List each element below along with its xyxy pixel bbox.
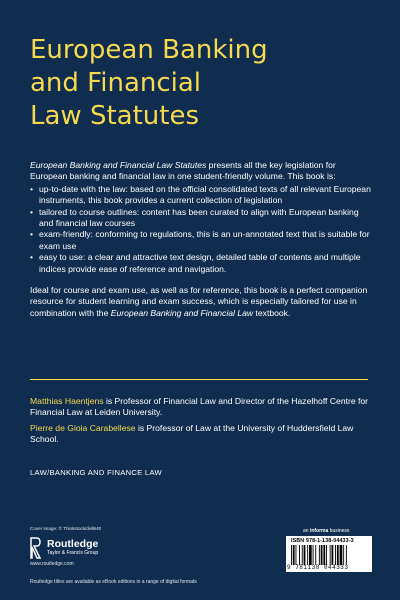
book-title <box>30 34 370 133</box>
publisher-logo <box>30 533 98 563</box>
informa-brand: informa <box>309 528 329 534</box>
title-line-1: European Banking <box>30 35 268 65</box>
book-description <box>30 160 375 319</box>
title-line-3: Law Statutes <box>30 101 199 131</box>
author-bios <box>30 396 375 450</box>
isbn-text: ISBN 978-1-138-04433-3 <box>291 538 354 544</box>
routledge-r-icon <box>30 537 42 559</box>
informa-suffix: business <box>328 528 350 534</box>
informa-label <box>303 528 349 534</box>
intro-title-italic: European Banking and Financial Law Statutes <box>30 160 207 170</box>
feature-item: • up-to-date with the law: based on the official consolidated texts of all relevant European instruments, this book provides a current collection of legislation <box>30 184 375 207</box>
ideal-end: textbook. <box>253 307 291 318</box>
author-desc: is Professor of Law at the University of Huddersfield Law School. <box>30 422 354 445</box>
subject-category: LAW/BANKING AND FINANCE LAW <box>30 468 163 477</box>
barcode-digits: 9 781138 044333 <box>287 564 349 571</box>
author-name: Matthias Haentjens <box>30 396 104 406</box>
barcode-box <box>286 536 372 572</box>
title-line-2: and Financial <box>30 68 202 98</box>
barcode-icon <box>291 545 367 565</box>
publisher-website: www.routledge.com <box>30 561 74 567</box>
feature-item: • exam-friendly: conforming to regulations, this is an un-annotated text that is suitable for exam use <box>30 229 375 252</box>
cover-image-credit: Cover image: © Thinkstock/dell640 <box>30 526 102 531</box>
ideal-italic: European Banking and Financial Law <box>110 307 254 318</box>
feature-item: • tailored to course outlines: content has been curated to align with European banking and financial law courses <box>30 207 375 230</box>
intro-paragraph <box>30 160 375 183</box>
ideal-text: Ideal for course and exam use, as well as for reference, this book is a perfect companion resource for student learning and exam success, which is especially tailored for use in combination with the <box>30 285 368 318</box>
publisher-name: Routledge <box>47 538 99 550</box>
publisher-group: Taylor & Francis Group <box>47 550 99 556</box>
author-bio <box>30 396 375 419</box>
feature-item: • easy to use: a clear and attractive text design, detailed table of contents and multiple indices provide ease of reference and navigation. <box>30 252 375 275</box>
section-divider <box>30 379 368 380</box>
author-name: Pierre de Gioia Carabellese <box>30 422 136 433</box>
author-bio <box>30 423 375 446</box>
intro-text: presents all the key legislation for European banking and financial law in one student-friendly volume. This book is: <box>30 160 336 182</box>
feature-list <box>30 184 375 275</box>
ideal-paragraph <box>30 285 375 319</box>
ebook-note: Routledge titles are available as eBook editions in a range of digital formats <box>30 579 197 585</box>
informa-prefix: an <box>303 528 310 534</box>
author-desc: is Professor of Financial Law and Director of the Hazelhoff Centre for Financial Law at Leiden University. <box>30 396 369 418</box>
